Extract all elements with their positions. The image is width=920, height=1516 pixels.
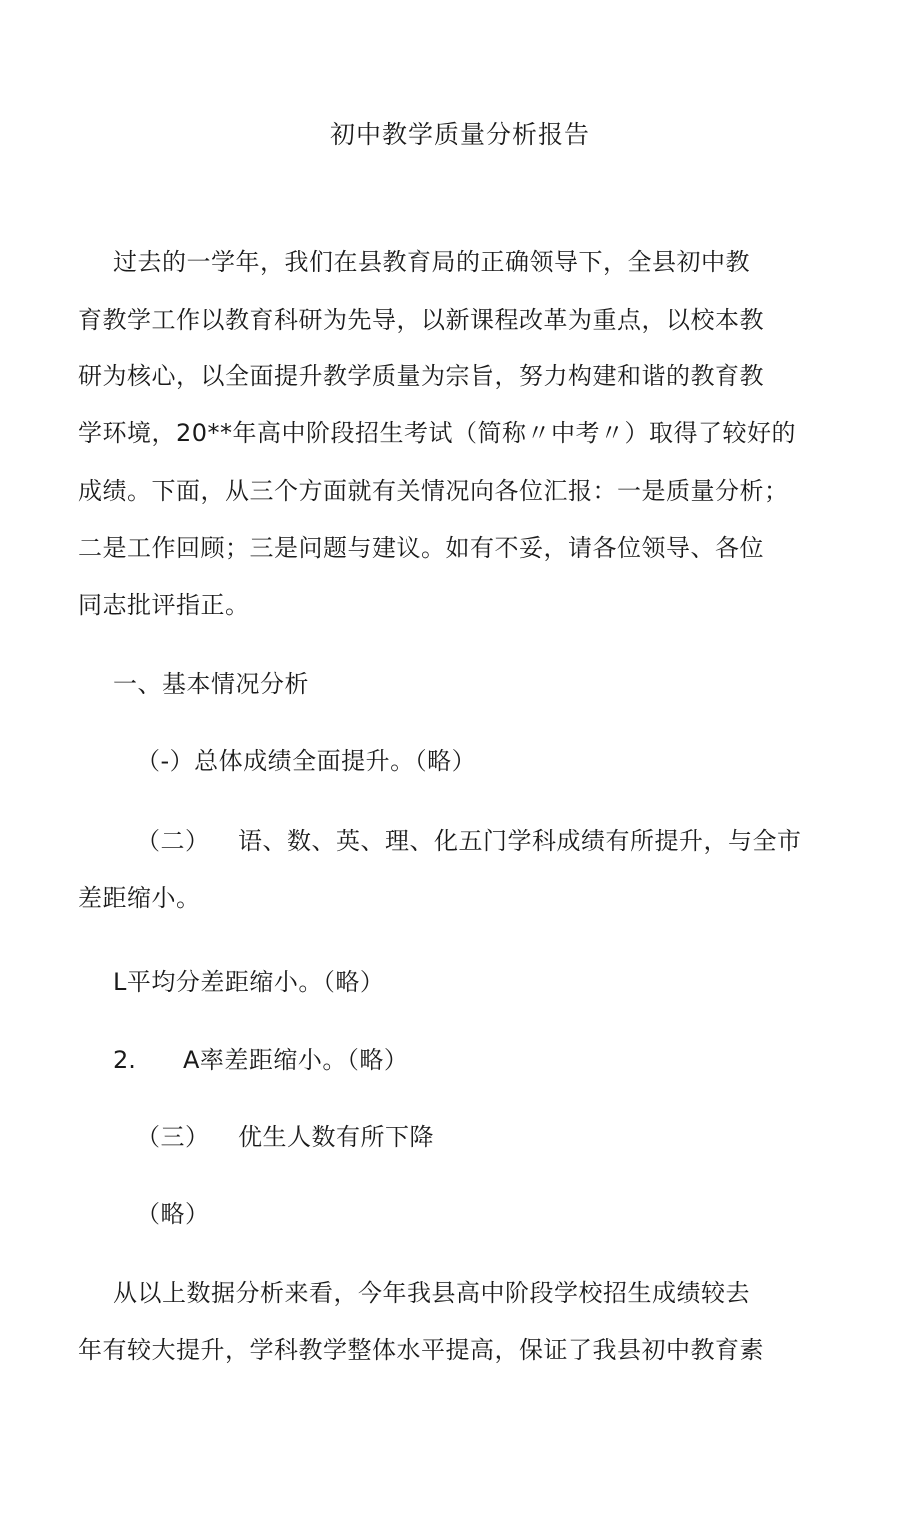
sub-point-number: 2. <box>113 1046 136 1074</box>
intro-line: 研为核心，以全面提升教学质量为宗旨，努力构建和谐的教育教 <box>78 362 764 390</box>
intro-line: 学环境，20**年高中阶段招生考试（简称〃中考〃）取得了较好的 <box>78 419 797 447</box>
subsection-text: 优生人数有所下降 <box>238 1123 434 1151</box>
section-heading: 一、基本情况分析 <box>113 670 309 698</box>
intro-line: 同志批评指正。 <box>78 591 250 619</box>
document-title: 初中教学质量分析报告 <box>329 120 590 149</box>
subsection-label: （三） <box>136 1123 210 1151</box>
sub-point: A率差距缩小。（略） <box>183 1046 409 1074</box>
closing-line: 年有较大提升，学科教学整体水平提高，保证了我县初中教育素 <box>78 1336 764 1364</box>
intro-line: 成绩。下面，从三个方面就有关情况向各位汇报：一是质量分析； <box>78 477 789 505</box>
intro-line: 过去的一学年，我们在县教育局的正确领导下，全县初中教 <box>113 248 750 276</box>
intro-line: 二是工作回顾；三是问题与建议。如有不妥，请各位领导、各位 <box>78 534 764 562</box>
subsection-text: 语、数、英、理、化五门学科成绩有所提升，与全市 <box>238 827 802 855</box>
subsection-item: （-）总体成绩全面提升。（略） <box>136 747 477 775</box>
intro-line: 育教学工作以教育科研为先导，以新课程改革为重点，以校本教 <box>78 306 764 334</box>
subsection-label: （二） <box>136 827 210 855</box>
sub-point: L平均分差距缩小。（略） <box>113 968 385 996</box>
closing-line: 从以上数据分析来看，今年我县高中阶段学校招生成绩较去 <box>113 1279 750 1307</box>
subsection-continuation: 差距缩小。 <box>78 884 201 912</box>
omitted-note: （略） <box>136 1200 210 1228</box>
